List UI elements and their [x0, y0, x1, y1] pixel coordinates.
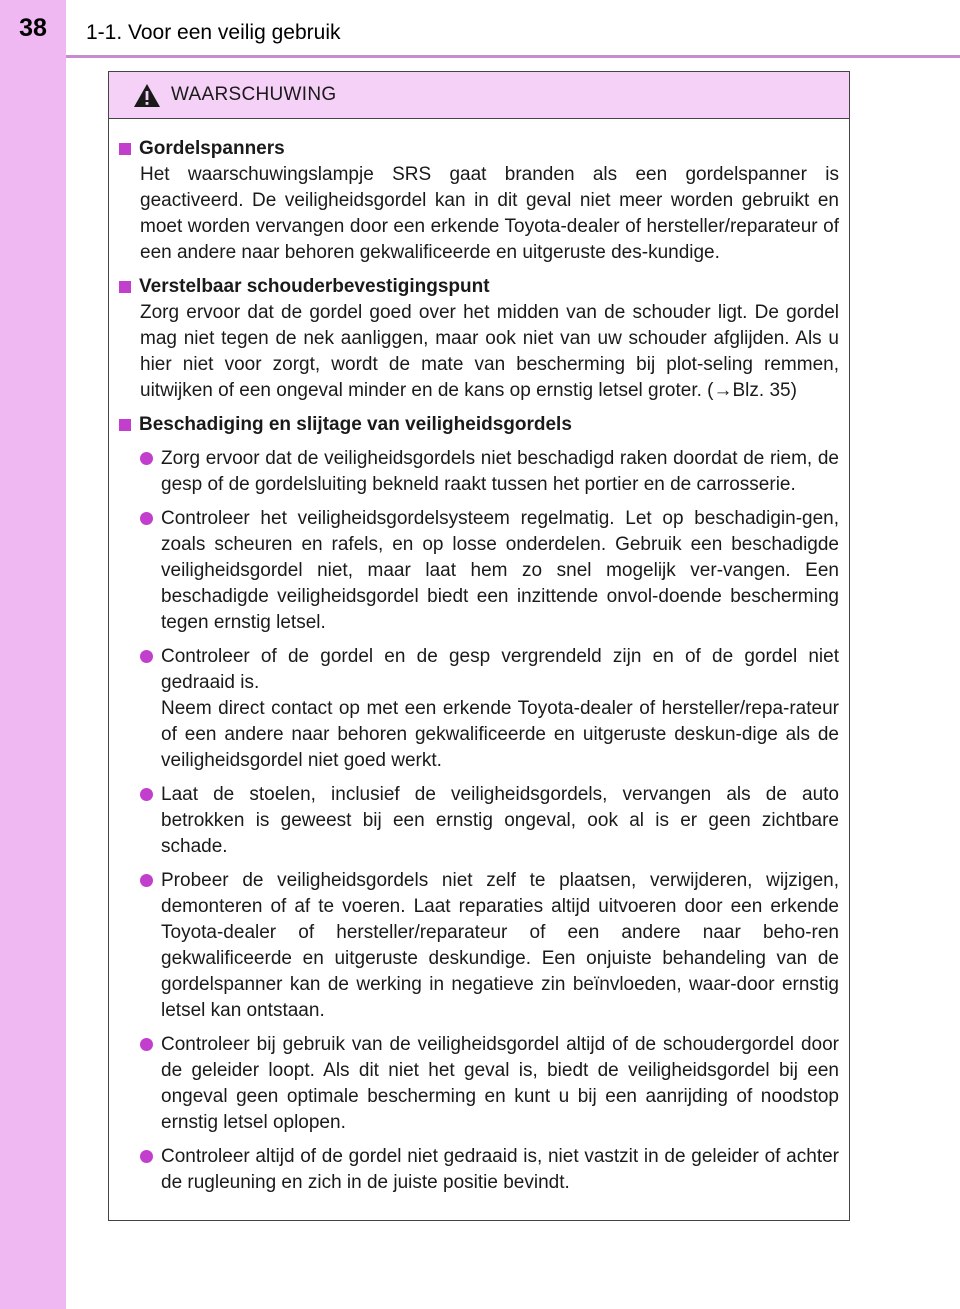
section-heading: Gordelspanners: [117, 136, 839, 162]
side-color-strip: [0, 0, 66, 1309]
section-schouderbevestigingspunt: [117, 274, 839, 404]
section-gordelspanners: [117, 136, 839, 266]
header-divider: [66, 55, 960, 58]
list-item: Zorg ervoor dat de veiligheidsgordels niet beschadigd raken doordat de riem, de gesp of de gordelsluiting bekneld raakt tussen het portier en de carrosserie.: [140, 446, 839, 498]
section-heading: Verstelbaar schouderbevestigingspunt: [117, 274, 839, 300]
section-text: Zorg ervoor dat de gordel goed over het midden van de schouder ligt. De gordel mag niet tegen de nek aanliggen, maar ook niet van uw schouder afglijden. Als u hier niet voor zorgt, wordt de mate van bescherming bij plot-seling remmen, uitwijken of een ongeval minder en de kans op ernstig letsel groter. (→Blz. 35): [140, 302, 839, 401]
list-item: Controleer het veiligheidsgordelsysteem regelmatig. Let op beschadigin-gen, zoals scheuren en rafels, en op losse onderdelen. Gebruik een beschadigde veiligheidsgordel niet, maar laat hem zo snel mogelijk ver-vangen. Een beschadigde veiligheidsgordel biedt een inzittende onvol-doende bescherming tegen ernstig letsel.: [140, 506, 839, 636]
warning-body: [109, 119, 849, 1196]
square-bullet-icon: [119, 143, 131, 155]
section-text: Het waarschuwingslampje SRS gaat branden als een gordelspanner is geactiveerd. De veiligheidsgordel kan in dit geval niet meer worden gebruikt en moet worden vervangen door een erkende Toyota-dealer of hersteller/reparateur of een andere naar behoren gekwalificeerde en uitgeruste des-kundige.: [140, 164, 839, 263]
round-bullet-icon: [140, 1150, 153, 1163]
round-bullet-icon: [140, 512, 153, 525]
round-bullet-icon: [140, 1038, 153, 1051]
round-bullet-icon: [140, 874, 153, 887]
warning-header: [109, 72, 849, 119]
page-number: 38: [19, 14, 47, 42]
square-bullet-icon: [119, 419, 131, 431]
warning-title: WAARSCHUWING: [171, 84, 337, 105]
round-bullet-icon: [140, 788, 153, 801]
warning-triangle-icon: [133, 83, 161, 108]
square-bullet-icon: [119, 281, 131, 293]
list-item: Laat de stoelen, inclusief de veiligheidsgordels, vervangen als de auto betrokken is geweest bij een ernstig ongeval, ook al is er geen zichtbare schade.: [140, 782, 839, 860]
section-heading: Beschadiging en slijtage van veiligheidsgordels: [117, 412, 839, 438]
round-bullet-icon: [140, 650, 153, 663]
section-title: 1-1. Voor een veilig gebruik: [86, 21, 341, 44]
list-item: Controleer bij gebruik van de veiligheidsgordel altijd of de schoudergordel door de geleider loopt. Als dit niet het geval is, biedt de veiligheidsgordel bij een ongeval geen optimale bescherming en kunt u bij een aanrijding of noodstop ernstig letsel oplopen.: [140, 1032, 839, 1136]
list-item: Controleer of de gordel en de gesp vergrendeld zijn en of de gordel niet gedraaid is. Neem direct contact op met een erkende Toyota-dealer of hersteller/repa-rateur of een andere naar behoren gekwalificeerde en uitgeruste deskun-dige als de veiligheidsgordel niet goed werkt.: [140, 644, 839, 774]
section-beschadiging: [117, 412, 839, 1196]
warning-box: [108, 71, 850, 1221]
list-item: Controleer altijd of de gordel niet gedraaid is, niet vastzit in de geleider of achter de rugleuning en zich in de juiste positie bevindt.: [140, 1144, 839, 1196]
list-item: Probeer de veiligheidsgordels niet zelf te plaatsen, verwijderen, wijzigen, demonteren of af te voeren. Laat reparaties altijd uitvoeren door een erkende Toyota-dealer of hersteller/reparateur of een andere naar beho-ren gekwalificeerde en uitgeruste deskundige. Een onjuiste behandeling van de gordelspanner kan de werking in negatieve zin beïnvloeden, waar-door ernstig letsel kan ontstaan.: [140, 868, 839, 1024]
round-bullet-icon: [140, 452, 153, 465]
